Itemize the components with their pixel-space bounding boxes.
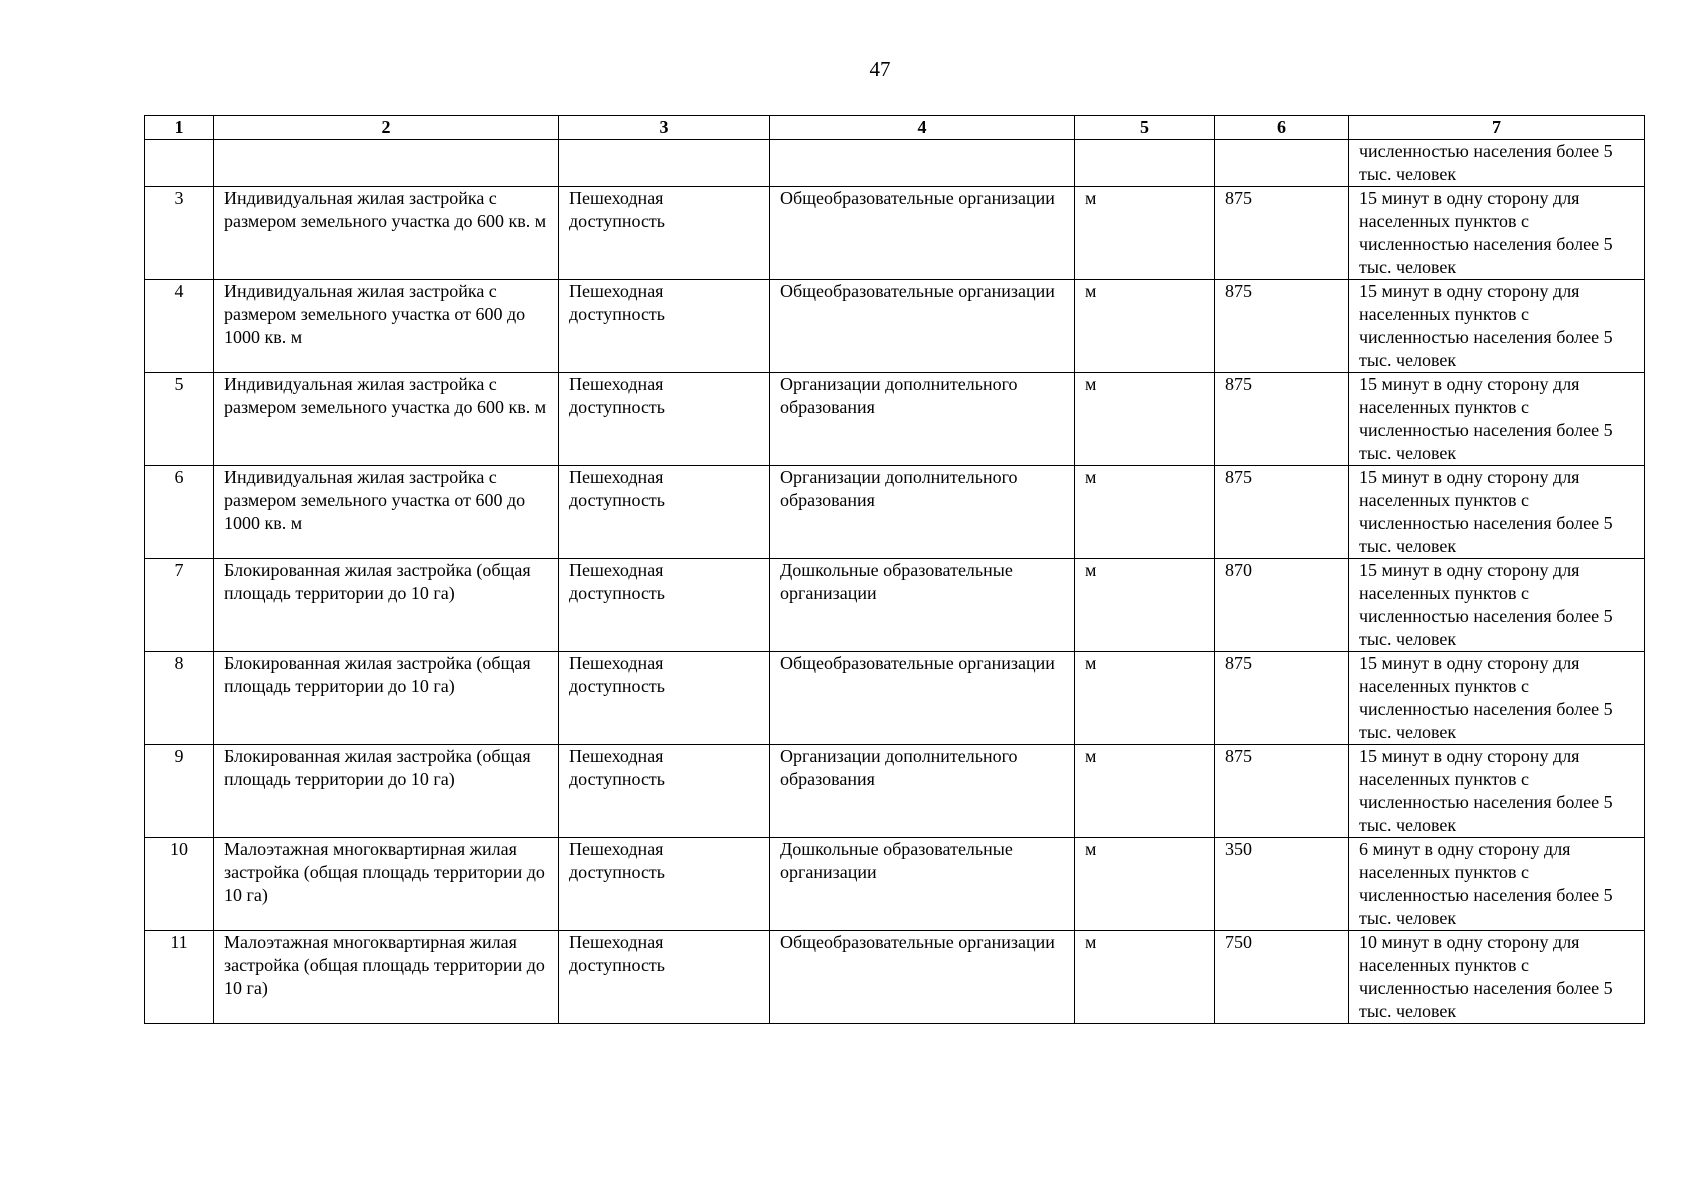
building-type-cell: Малоэтажная многоквартирная жилая застройка (общая площадь территории до 10 га): [214, 838, 559, 931]
note-cell: 15 минут в одну сторону для населенных пунктов с численностью населения более 5 тыс. человек: [1349, 373, 1645, 466]
value-cell: 350: [1215, 838, 1349, 931]
building-type-cell: Индивидуальная жилая застройка с размером земельного участка от 600 до 1000 кв. м: [214, 466, 559, 559]
column-header: 2: [214, 116, 559, 140]
table-header-row: [145, 116, 1645, 140]
row-number-cell: 4: [145, 280, 214, 373]
unit-cell: м: [1075, 745, 1215, 838]
row-number-cell: 10: [145, 838, 214, 931]
table-row: [145, 652, 1645, 745]
note-cell: 15 минут в одну сторону для населенных пунктов с численностью населения более 5 тыс. человек: [1349, 559, 1645, 652]
building-type-cell: Малоэтажная многоквартирная жилая застройка (общая площадь территории до 10 га): [214, 931, 559, 1024]
value-cell: 870: [1215, 559, 1349, 652]
column-header: 4: [770, 116, 1075, 140]
building-type-cell: Индивидуальная жилая застройка с размером земельного участка до 600 кв. м: [214, 187, 559, 280]
note-cell: численностью населения более 5 тыс. человек: [1349, 140, 1645, 187]
column-header: 5: [1075, 116, 1215, 140]
table-row: [145, 559, 1645, 652]
building-type-cell: Блокированная жилая застройка (общая площадь территории до 10 га): [214, 652, 559, 745]
table-row: [145, 187, 1645, 280]
continuation-row: [145, 140, 1645, 187]
value-cell: [1215, 140, 1349, 187]
unit-cell: м: [1075, 652, 1215, 745]
facility-cell: Общеобразовательные организации: [770, 280, 1075, 373]
accessibility-cell: Пешеходная доступность: [559, 466, 770, 559]
row-number-cell: [145, 140, 214, 187]
row-number-cell: 8: [145, 652, 214, 745]
note-cell: 6 минут в одну сторону для населенных пунктов с численностью населения более 5 тыс. человек: [1349, 838, 1645, 931]
table-row: [145, 838, 1645, 931]
facility-cell: Организации дополнительного образования: [770, 745, 1075, 838]
row-number-cell: 6: [145, 466, 214, 559]
page-number: 47: [869, 57, 891, 81]
table-row: [145, 373, 1645, 466]
unit-cell: м: [1075, 559, 1215, 652]
building-type-cell: Индивидуальная жилая застройка с размером земельного участка до 600 кв. м: [214, 373, 559, 466]
facility-cell: Дошкольные образовательные организации: [770, 559, 1075, 652]
column-header: 3: [559, 116, 770, 140]
unit-cell: м: [1075, 838, 1215, 931]
facility-cell: Общеобразовательные организации: [770, 652, 1075, 745]
building-type-cell: Блокированная жилая застройка (общая площадь территории до 10 га): [214, 745, 559, 838]
note-cell: 15 минут в одну сторону для населенных пунктов с численностью населения более 5 тыс. человек: [1349, 280, 1645, 373]
note-cell: 10 минут в одну сторону для населенных пунктов с численностью населения более 5 тыс. человек: [1349, 931, 1645, 1024]
accessibility-cell: Пешеходная доступность: [559, 373, 770, 466]
accessibility-cell: Пешеходная доступность: [559, 745, 770, 838]
note-cell: 15 минут в одну сторону для населенных пунктов с численностью населения более 5 тыс. человек: [1349, 466, 1645, 559]
row-number-cell: 3: [145, 187, 214, 280]
unit-cell: м: [1075, 373, 1215, 466]
facility-cell: Организации дополнительного образования: [770, 373, 1075, 466]
unit-cell: м: [1075, 280, 1215, 373]
unit-cell: [1075, 140, 1215, 187]
accessibility-cell: Пешеходная доступность: [559, 280, 770, 373]
value-cell: 875: [1215, 280, 1349, 373]
row-number-cell: 9: [145, 745, 214, 838]
value-cell: 750: [1215, 931, 1349, 1024]
column-header: 7: [1349, 116, 1645, 140]
column-header: 6: [1215, 116, 1349, 140]
building-type-cell: Блокированная жилая застройка (общая площадь территории до 10 га): [214, 559, 559, 652]
unit-cell: м: [1075, 466, 1215, 559]
accessibility-cell: Пешеходная доступность: [559, 931, 770, 1024]
column-header: 1: [145, 116, 214, 140]
value-cell: 875: [1215, 745, 1349, 838]
row-number-cell: 5: [145, 373, 214, 466]
note-cell: 15 минут в одну сторону для населенных пунктов с численностью населения более 5 тыс. человек: [1349, 745, 1645, 838]
accessibility-cell: [559, 140, 770, 187]
facility-cell: [770, 140, 1075, 187]
table-row: [145, 931, 1645, 1024]
norms-table: [144, 115, 1645, 1024]
accessibility-cell: Пешеходная доступность: [559, 559, 770, 652]
value-cell: 875: [1215, 466, 1349, 559]
table-row: [145, 466, 1645, 559]
facility-cell: Общеобразовательные организации: [770, 931, 1075, 1024]
value-cell: 875: [1215, 187, 1349, 280]
note-cell: 15 минут в одну сторону для населенных пунктов с численностью населения более 5 тыс. человек: [1349, 187, 1645, 280]
table-row: [145, 280, 1645, 373]
value-cell: 875: [1215, 373, 1349, 466]
facility-cell: Дошкольные образовательные организации: [770, 838, 1075, 931]
accessibility-cell: Пешеходная доступность: [559, 187, 770, 280]
facility-cell: Общеобразовательные организации: [770, 187, 1075, 280]
unit-cell: м: [1075, 187, 1215, 280]
row-number-cell: 11: [145, 931, 214, 1024]
building-type-cell: [214, 140, 559, 187]
value-cell: 875: [1215, 652, 1349, 745]
row-number-cell: 7: [145, 559, 214, 652]
unit-cell: м: [1075, 931, 1215, 1024]
accessibility-cell: Пешеходная доступность: [559, 652, 770, 745]
table-row: [145, 745, 1645, 838]
building-type-cell: Индивидуальная жилая застройка с размером земельного участка от 600 до 1000 кв. м: [214, 280, 559, 373]
facility-cell: Организации дополнительного образования: [770, 466, 1075, 559]
note-cell: 15 минут в одну сторону для населенных пунктов с численностью населения более 5 тыс. человек: [1349, 652, 1645, 745]
accessibility-cell: Пешеходная доступность: [559, 838, 770, 931]
